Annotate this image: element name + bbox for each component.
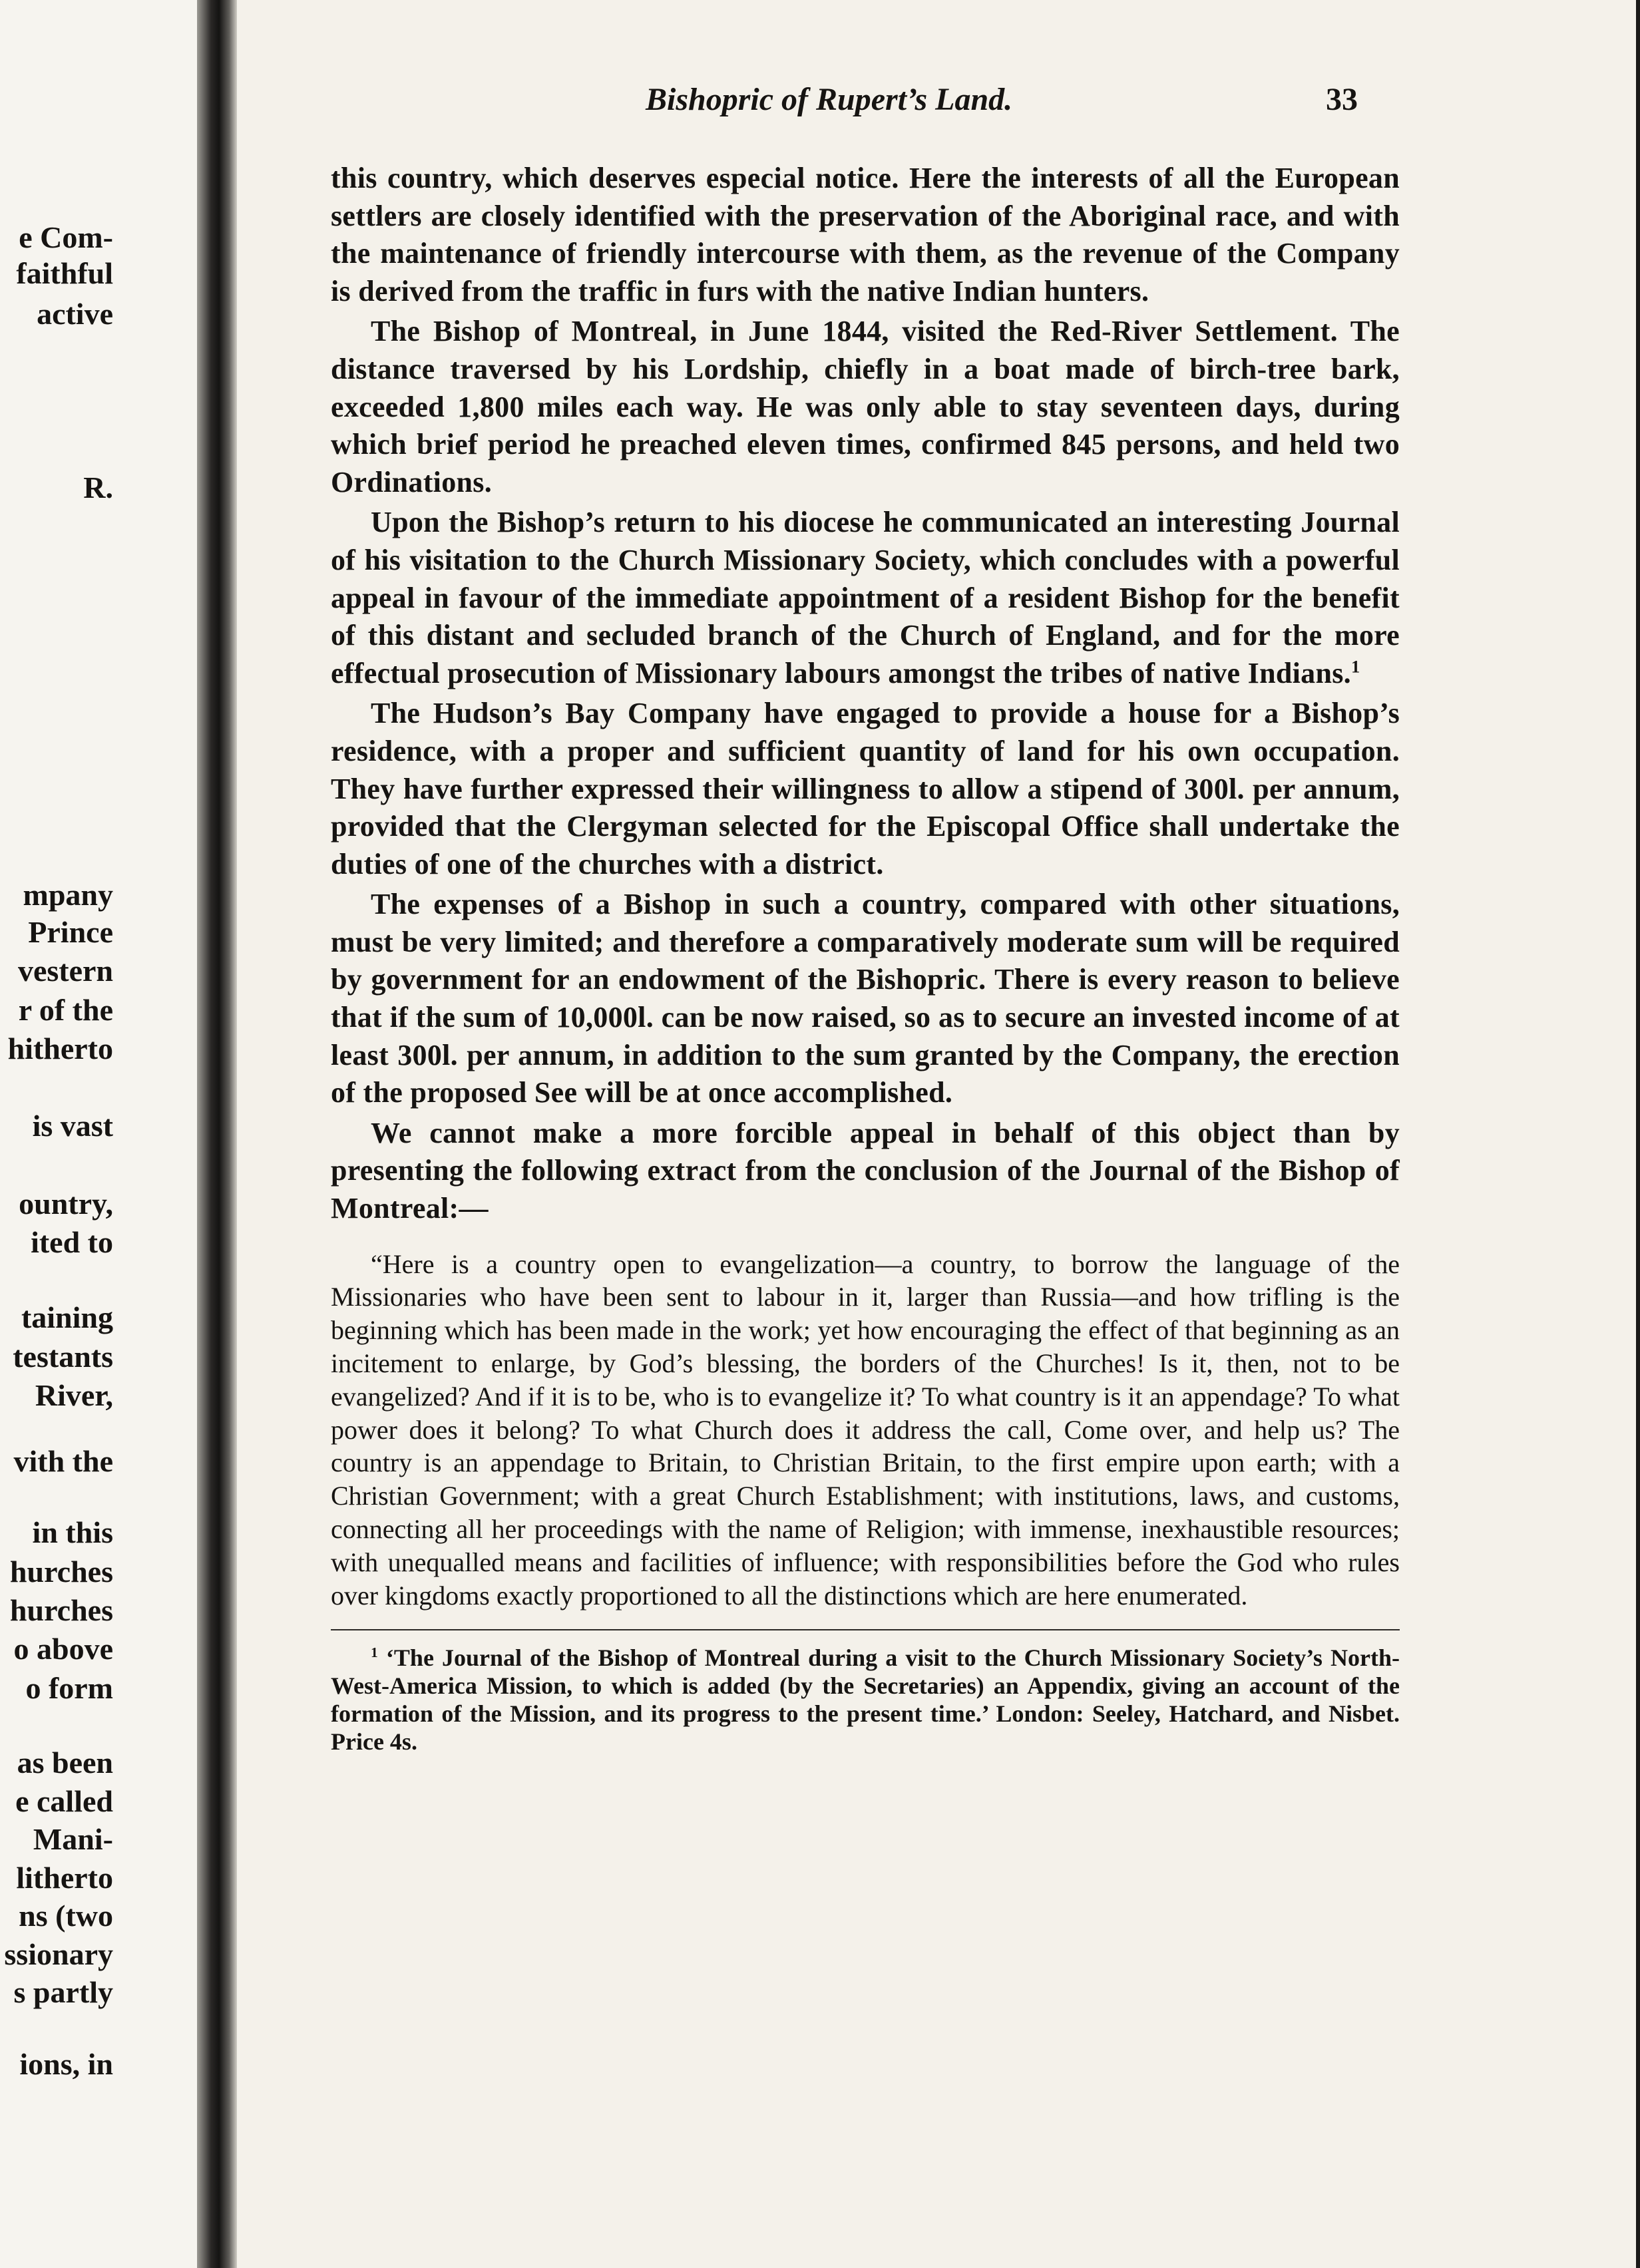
- paragraph-text: Upon the Bishop’s return to his diocese he communicated an interesting Journal of his visitation to the Church Missionary Society, which concludes with a powerful appeal in favour of the immediate appointment of a resident Bishop for the benefit of this distant and secluded branch of the Church of England, and for the more effectual prosecution of Missionary labours amongst the tribes of native Indians.: [331, 506, 1400, 689]
- left-page-line: ited to: [31, 1225, 113, 1259]
- left-page-line: active: [37, 297, 113, 331]
- paragraph: [331, 504, 1400, 692]
- paragraph: [331, 160, 1400, 310]
- paragraph: [331, 695, 1400, 883]
- left-page-line: River,: [35, 1378, 113, 1412]
- paragraph-text: We cannot make a more forcible appeal in behalf of this object than by presenting the following extract from the conclusion of the Journal of the Bishop of Montreal:—: [331, 1116, 1400, 1225]
- left-page-line: o form: [25, 1671, 113, 1705]
- left-page-line: o above: [13, 1632, 113, 1666]
- footnote-marker: 1: [371, 1644, 378, 1661]
- paragraph-text: this country, which deserves especial notice. Here the interests of all the European settlers are closely identified with the preservation of the Aboriginal race, and with the maintenance of friendly intercourse with them, as the revenue of the Company is derived from the traffic in furs with the native Indian hunters.: [331, 162, 1400, 307]
- page-edge: [1636, 0, 1640, 2268]
- left-page-line: testants: [13, 1340, 113, 1374]
- left-page-line: vestern: [17, 954, 113, 988]
- left-page-line: is vast: [32, 1109, 113, 1143]
- left-page-line: taining: [21, 1300, 113, 1334]
- left-page-line: ssionary: [4, 1937, 113, 1971]
- left-page-line: faithful: [16, 256, 113, 290]
- left-page-line: e called: [15, 1784, 113, 1818]
- left-page-line: as been: [17, 1746, 113, 1780]
- block-quote: “Here is a country open to evangelization—a country, to borrow the language of the Missionaries who have been sent to labour in it, larger than Russia—and how trifling is the beginning which has been made in the work; yet how encouraging the effect of that beginning as an incitement to enlarge, by God’s blessing, the borders of the Churches! Is it, then, not to be evangelized? And if it is to be, who is to evangelize it? To what country is it an appendage? To what power does it belong? To what Church does it address the call, Come over, and help us? The country is an appendage to Britain, to Christian Britain, to the first empire upon earth; with a Christian Government; with a great Church Establishment; with institutions, laws, and customs, connecting all her proceedings with the name of Religion; with immense, inexhaustible resources; with unequalled means and facilities of influence; with responsibilities before the God who rules over kingdoms exactly proportioned to all the distinctions which are here enumerated.: [331, 1248, 1400, 1610]
- left-page-line: hurches: [9, 1593, 113, 1627]
- footnote-reference[interactable]: 1: [1350, 656, 1360, 677]
- left-page-line: litherto: [16, 1861, 113, 1895]
- left-page-line: mpany: [23, 878, 113, 912]
- body-text: [331, 160, 1400, 1756]
- paragraph-text: The Bishop of Montreal, in June 1844, visited the Red-River Settlement. The distance traversed by his Lordship, chiefly in a boat made of birch-tree bark, exceeded 1,800 miles each way. He was only able to stay seventeen days, during which brief period he preached eleven times, confirmed 845 persons, and held two Ordinations.: [331, 315, 1400, 498]
- left-page-line: ions, in: [19, 2047, 113, 2081]
- paragraph-text: The expenses of a Bishop in such a country, compared with other situations, must be very limited; and therefore a comparatively moderate sum will be required by government for an endowment of the Bishopric. There is every reason to believe that if the sum of 10,000l. can be now raised, so as to secure an invested income of at least 300l. per annum, in addition to the sum granted by the Company, the erection of the proposed See will be at once accomplished.: [331, 888, 1400, 1109]
- paragraph: [331, 886, 1400, 1112]
- footnote-text: ‘The Journal of the Bishop of Montreal during a visit to the Church Missionary Society’s North-West-America Mission, to which is added (by the Secretaries) an Appendix, giving an account of the formation of the Mission, and its progress to the present time.’ London: Seeley, Hatchard, and Nisbet. Price 4s.: [331, 1644, 1400, 1756]
- left-page-line: in this: [32, 1515, 113, 1549]
- paragraphs: [331, 160, 1400, 1228]
- left-page-line: R.: [83, 471, 113, 504]
- paragraph: [331, 313, 1400, 501]
- footnote-rule: [331, 1629, 1400, 1630]
- paragraph: [331, 1115, 1400, 1228]
- left-page-line: vith the: [13, 1444, 113, 1478]
- left-page-line: Mani-: [33, 1822, 113, 1856]
- left-page-line: s partly: [13, 1975, 113, 2009]
- page-number: 33: [1326, 82, 1358, 117]
- left-page-line: e Com-: [19, 220, 113, 254]
- left-page-line: hurches: [9, 1555, 113, 1589]
- paragraph-text: The Hudson’s Bay Company have engaged to provide a house for a Bishop’s residence, with a proper and sufficient quantity of land for his own occupation. They have further expressed their willingness to allow a stipend of 300l. per annum, provided that the Clergyman selected for the Episcopal Office shall undertake the duties of one of the churches with a district.: [331, 697, 1400, 880]
- book-gutter: [197, 0, 237, 2268]
- left-page-line: r of the: [18, 993, 113, 1027]
- left-page-line: ountry,: [19, 1187, 113, 1221]
- footnote: [331, 1644, 1400, 1756]
- left-page-line: Prince: [28, 915, 113, 949]
- left-page-line: ns (two: [19, 1899, 113, 1933]
- left-page-fragment: [0, 0, 200, 2268]
- left-page-line: hitherto: [7, 1032, 113, 1065]
- running-header-title: Bishopric of Rupert’s Land.: [646, 82, 1013, 117]
